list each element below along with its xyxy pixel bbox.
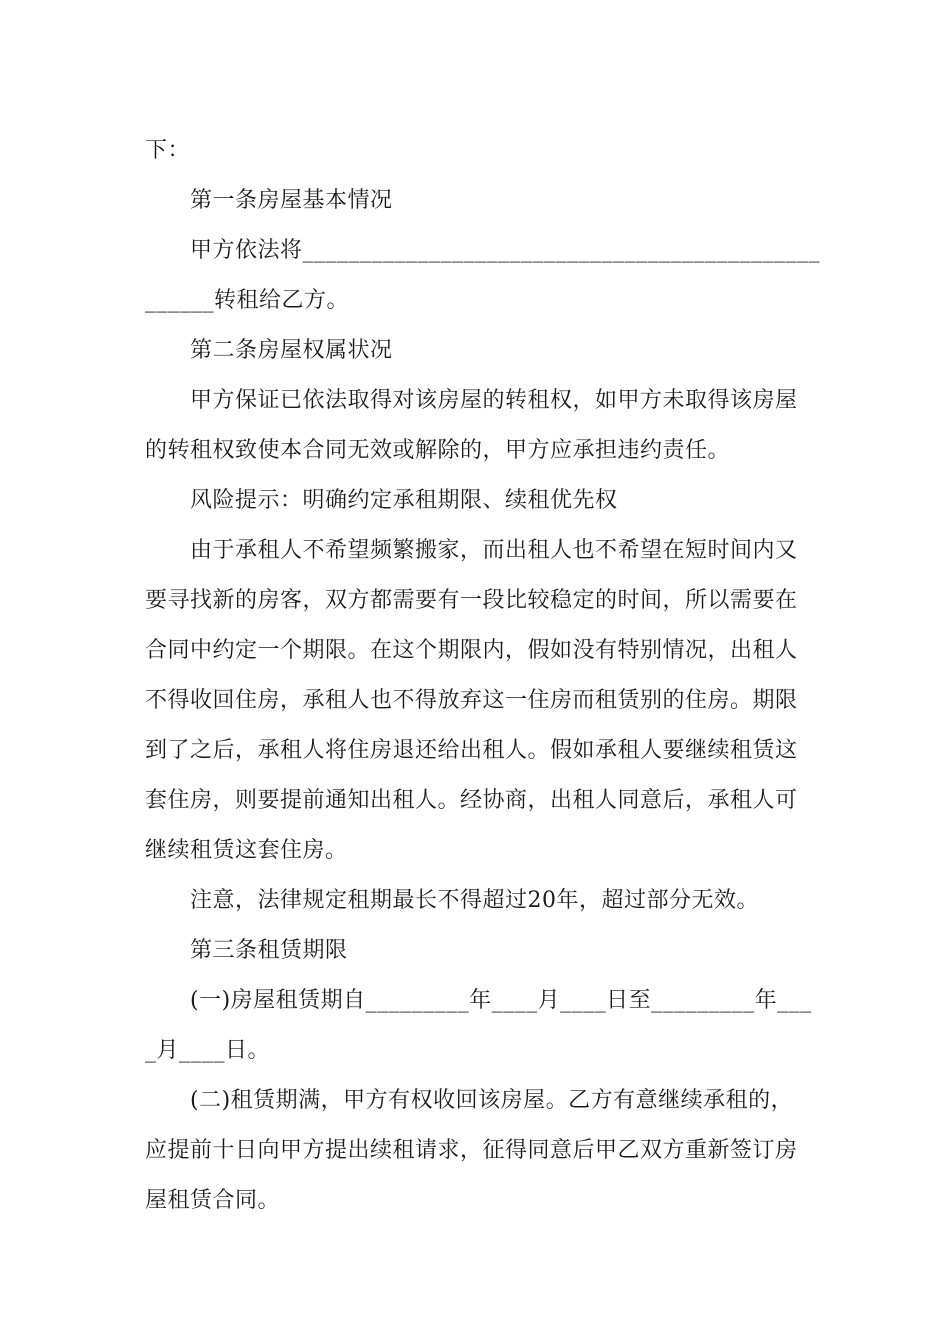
text-line: (二)租赁期满，甲方有权收回该房屋。乙方有意继续承租的， (190, 1088, 794, 1113)
heading-article-3: 第三条租赁期限 (190, 938, 348, 963)
text-line: 到了之后，承租人将住房退还给出租人。假如承租人要继续租赁这 (145, 738, 798, 763)
text-line: 甲方保证已依法取得对该房屋的转租权，如甲方未取得该房屋 (190, 388, 798, 413)
text-line: ______转租给乙方。 (145, 288, 350, 313)
text-line: 下： (145, 138, 191, 163)
text-line: 合同中约定一个期限。在这个期限内，假如没有特别情况，出租人 (145, 638, 798, 663)
text-line: 由于承租人不希望频繁搬家，而出租人也不希望在短时间内又 (190, 538, 798, 563)
note-line: 注意，法律规定租期最长不得超过20年，超过部分无效。 (190, 888, 759, 913)
heading-article-1: 第一条房屋基本情况 (190, 188, 393, 213)
text-line: 套住房，则要提前通知出租人。经协商，出租人同意后，承租人可 (145, 788, 798, 813)
text-line: 甲方依法将_____________________________________________ (190, 238, 821, 263)
text-line: 的转租权致使本合同无效或解除的，甲方应承担违约责任。 (145, 438, 731, 463)
risk-tip-heading: 风险提示：明确约定承租期限、续租优先权 (190, 488, 618, 513)
text-line: 应提前十日向甲方提出续租请求，征得同意后甲乙双方重新签订房 (145, 1138, 798, 1163)
text-line: 屋租赁合同。 (145, 1188, 281, 1213)
text-line: 不得收回住房，承租人也不得放弃这一住房而租赁别的住房。期限 (145, 688, 798, 713)
text-line: 要寻找新的房客，双方都需要有一段比较稳定的时间，所以需要在 (145, 588, 798, 613)
heading-article-2: 第二条房屋权属状况 (190, 338, 393, 363)
text-line: 继续租赁这套住房。 (145, 838, 348, 863)
text-line: (一)房屋租赁期自_________年____月____日至_________年___ (190, 988, 812, 1013)
text-line: _月____日。 (145, 1038, 271, 1063)
